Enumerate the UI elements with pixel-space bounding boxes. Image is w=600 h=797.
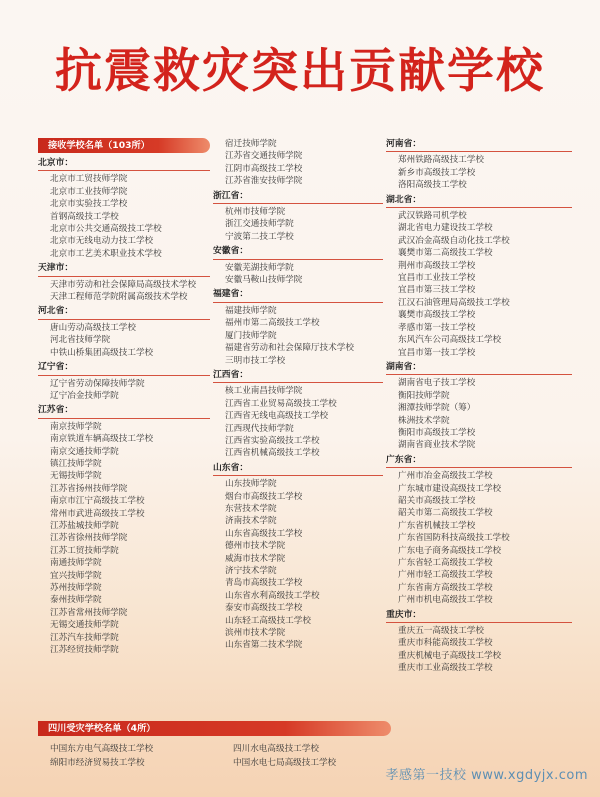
school-item: 南京市江宁高级技工学校 <box>50 496 145 507</box>
province-group <box>38 404 210 656</box>
school-item: 孝感市第一技工学校 <box>398 322 476 333</box>
school-item: 东风汽车公司高级技工学校 <box>398 335 502 346</box>
province-group <box>213 138 383 188</box>
school-item: 宜兴技师学院 <box>50 570 102 581</box>
province-group <box>386 454 572 607</box>
school-item: 烟台市高级技工学校 <box>225 491 303 502</box>
school-item: 济南技术学院 <box>225 516 277 527</box>
province-group <box>38 262 210 303</box>
school-item: 安徽芜湖技师学院 <box>225 262 294 273</box>
province-heading: 北京市： <box>38 157 210 171</box>
school-item: 辽宁省劳动保障技师学院 <box>50 378 145 389</box>
school-item: 南通技师学院 <box>50 558 102 569</box>
sichuan-school-item: 中国水电七局高级技工学校 <box>233 758 337 768</box>
school-item: 重庆机械电子高级技工学校 <box>398 650 502 661</box>
school-item: 三明市技工学校 <box>225 355 286 366</box>
school-item: 广东省南方高级技工学校 <box>398 582 493 593</box>
school-item: 南京铁道车辆高级技工学校 <box>50 434 154 445</box>
school-item: 宜昌市工业技工学校 <box>398 273 476 284</box>
province-heading: 湖北省： <box>386 194 572 208</box>
school-column-1 <box>38 138 210 658</box>
province-group <box>213 369 383 460</box>
school-item: 山东省第二技术学院 <box>225 640 303 651</box>
sichuan-school-item: 绵阳市经济贸易技工学校 <box>50 758 145 768</box>
school-item: 武汉铁路司机学校 <box>398 211 467 222</box>
school-item: 武汉冶金高级自动化技工学校 <box>398 235 510 246</box>
school-item: 新乡市高级技工学校 <box>398 167 476 178</box>
school-item: 无锡技师学院 <box>50 471 102 482</box>
province-heading: 江西省： <box>213 369 383 383</box>
sichuan-list-right <box>233 742 336 770</box>
page-title: 抗震救灾突出贡献学校 <box>55 44 545 99</box>
school-item: 镇江技师学院 <box>50 458 102 469</box>
school-item: 江苏省扬州技师学院 <box>50 483 128 494</box>
school-item: 青岛市高级技工学校 <box>225 578 303 589</box>
province-group <box>213 288 383 366</box>
province-heading: 广东省： <box>386 454 572 468</box>
school-item: 厦门技师学院 <box>225 330 277 341</box>
school-item: 济宁技术学院 <box>225 566 277 576</box>
sichuan-list-left <box>50 742 153 770</box>
province-group <box>386 609 572 675</box>
school-item: 株洲技术学院 <box>398 415 450 426</box>
school-item: 东营技术学院 <box>225 503 277 514</box>
school-item: 常州市武进高级技工学校 <box>50 508 145 519</box>
province-heading: 辽宁省： <box>38 361 210 375</box>
school-item: 北京市公共交通高级技工学校 <box>50 224 162 235</box>
school-item: 宁波第二技工学校 <box>225 231 294 242</box>
school-item: 江西现代技师学院 <box>225 423 294 434</box>
province-heading: 浙江省： <box>213 190 383 204</box>
school-item: 湖北省电力建设技工学校 <box>398 223 493 234</box>
school-item: 广东城市建设高级技工学校 <box>398 483 502 494</box>
school-item: 福建技师学院 <box>225 305 277 316</box>
school-item: 江苏汽车技师学院 <box>50 632 119 643</box>
school-item: 北京市工艺美术职业技术学校 <box>50 248 162 259</box>
province-group <box>386 194 572 359</box>
province-group <box>38 157 210 260</box>
school-item: 重庆五一高级技工学校 <box>398 626 484 637</box>
school-item: 江苏省淮安技师学院 <box>225 176 303 187</box>
province-heading: 天津市： <box>38 262 210 276</box>
school-item: 江阴市高级技工学校 <box>225 163 303 174</box>
school-item: 南京技师学院 <box>50 421 102 432</box>
school-item: 河北省技师学院 <box>50 335 111 346</box>
school-item: 德州市技术学院 <box>225 541 286 552</box>
school-item: 天津市劳动和社会保障局高级技术学校 <box>50 279 197 290</box>
school-item: 山东技师学院 <box>225 479 277 490</box>
school-item: 威海市技术学院 <box>225 553 286 564</box>
school-item: 江西省工业贸易高级技工学校 <box>225 398 337 409</box>
sichuan-school-item: 中国东方电气高级技工学校 <box>50 744 154 754</box>
school-item: 襄樊市高级技工学校 <box>398 310 476 321</box>
sichuan-school-item: 四川水电高级技工学校 <box>233 744 319 754</box>
school-item: 宜昌市第一技工学校 <box>398 347 476 358</box>
school-item: 湖南省电子技工学校 <box>398 378 476 389</box>
school-item: 中铁山桥集团高级技工学校 <box>50 347 154 358</box>
school-item: 郑州铁路高级技工学校 <box>398 155 484 166</box>
school-item: 福州市第二高级技工学校 <box>225 318 320 329</box>
school-item: 广东省轻工高级技工学校 <box>398 558 493 568</box>
school-item: 广州市冶金高级技工学校 <box>398 471 493 482</box>
school-item: 衡阳技师学院 <box>398 390 450 401</box>
school-item: 江苏省徐州技师学院 <box>50 533 128 544</box>
school-item: 辽宁冶金技师学院 <box>50 390 119 401</box>
school-item: 首钢高级技工学校 <box>50 211 119 222</box>
school-item: 江西省无线电高级技工学校 <box>225 411 329 422</box>
school-item: 天津工程师范学院附属高级技术学校 <box>50 292 188 303</box>
school-item: 衡阳市高级技工学校 <box>398 427 476 438</box>
province-heading: 江苏省： <box>38 404 210 418</box>
school-item: 重庆市科能高级技工学校 <box>398 638 493 649</box>
province-heading: 山东省： <box>213 462 383 476</box>
school-item: 江苏工贸技师学院 <box>50 545 119 556</box>
school-item: 江西省机械高级技工学校 <box>225 448 320 459</box>
school-item: 广东省国防科技高级技工学校 <box>398 533 510 544</box>
sichuan-schools-banner: 四川受灾学校名单（4所） <box>38 721 391 736</box>
school-item: 江苏省交通技师学院 <box>225 151 303 162</box>
province-heading: 河南省： <box>386 138 572 152</box>
school-item: 广州市机电高级技工学校 <box>398 595 493 606</box>
receiving-schools-banner: 接收学校名单（103所） <box>38 138 210 153</box>
school-item: 北京市实验技工学校 <box>50 199 128 210</box>
school-item: 浙江交通技师学院 <box>225 219 294 230</box>
province-group <box>213 190 383 244</box>
province-heading: 重庆市： <box>386 609 572 623</box>
school-item: 北京市无线电动力技工学校 <box>50 236 154 247</box>
school-item: 山东省高级技工学校 <box>225 528 303 539</box>
school-item: 北京市工贸技师学院 <box>50 174 128 185</box>
province-group <box>386 138 572 192</box>
province-group <box>38 305 210 359</box>
school-item: 安徽马鞍山技师学院 <box>225 275 303 286</box>
school-item: 宜昌市第三技工学校 <box>398 285 476 296</box>
province-heading: 福建省： <box>213 288 383 302</box>
province-group <box>38 361 210 402</box>
school-item: 山东省水利高级技工学校 <box>225 590 320 601</box>
school-item: 襄樊市第二高级技工学校 <box>398 248 493 259</box>
province-group <box>213 245 383 286</box>
school-item: 湖南省商业技术学院 <box>398 440 476 451</box>
school-item: 江西省实验高级技工学校 <box>225 435 320 446</box>
province-group <box>213 462 383 652</box>
school-item: 无锡交通技师学院 <box>50 620 119 631</box>
school-item: 唐山劳动高级技工学校 <box>50 322 136 333</box>
school-column-2 <box>213 138 383 654</box>
school-item: 滨州市技术学院 <box>225 628 286 639</box>
school-item: 荆州市高级技工学校 <box>398 260 476 271</box>
school-item: 苏州技师学院 <box>50 583 102 593</box>
school-item: 核工业南昌技师学院 <box>225 386 303 397</box>
province-heading: 河北省： <box>38 305 210 319</box>
school-item: 山东轻工高级技工学校 <box>225 615 311 626</box>
school-item: 泰安市高级技工学校 <box>225 603 303 614</box>
school-item: 泰州技师学院 <box>50 595 102 606</box>
school-item: 江苏盐城技师学院 <box>50 520 119 531</box>
school-item: 江汉石油管理局高级技工学校 <box>398 297 510 308</box>
school-item: 洛阳高级技工学校 <box>398 180 467 191</box>
school-item: 福建省劳动和社会保障厅技术学校 <box>225 343 354 354</box>
school-item: 北京市工业技师学院 <box>50 186 128 197</box>
school-item: 广州市轻工高级技工学校 <box>398 570 493 581</box>
province-heading: 湖南省： <box>386 361 572 375</box>
province-heading: 安徽省： <box>213 245 383 259</box>
school-item: 重庆市工业高级技工学校 <box>398 663 493 674</box>
school-column-3 <box>386 138 572 677</box>
school-item: 韶关市第二高级技工学校 <box>398 508 493 519</box>
school-item: 广东电子商务高级技工学校 <box>398 545 502 556</box>
site-watermark: 孝感第一技校 www.xgdyjx.com <box>385 768 588 783</box>
school-item: 江苏省常州技师学院 <box>50 607 128 618</box>
school-item: 南京交通技师学院 <box>50 446 119 457</box>
school-item: 宿迁技师学院 <box>225 139 277 149</box>
school-item: 湘潭技师学院（筹） <box>398 403 476 414</box>
school-item: 韶关市高级技工学校 <box>398 495 476 506</box>
school-item: 广东省机械技工学校 <box>398 520 476 531</box>
school-item: 江苏经贸技师学院 <box>50 645 119 656</box>
school-item: 杭州市技师学院 <box>225 207 286 218</box>
province-group <box>386 361 572 452</box>
